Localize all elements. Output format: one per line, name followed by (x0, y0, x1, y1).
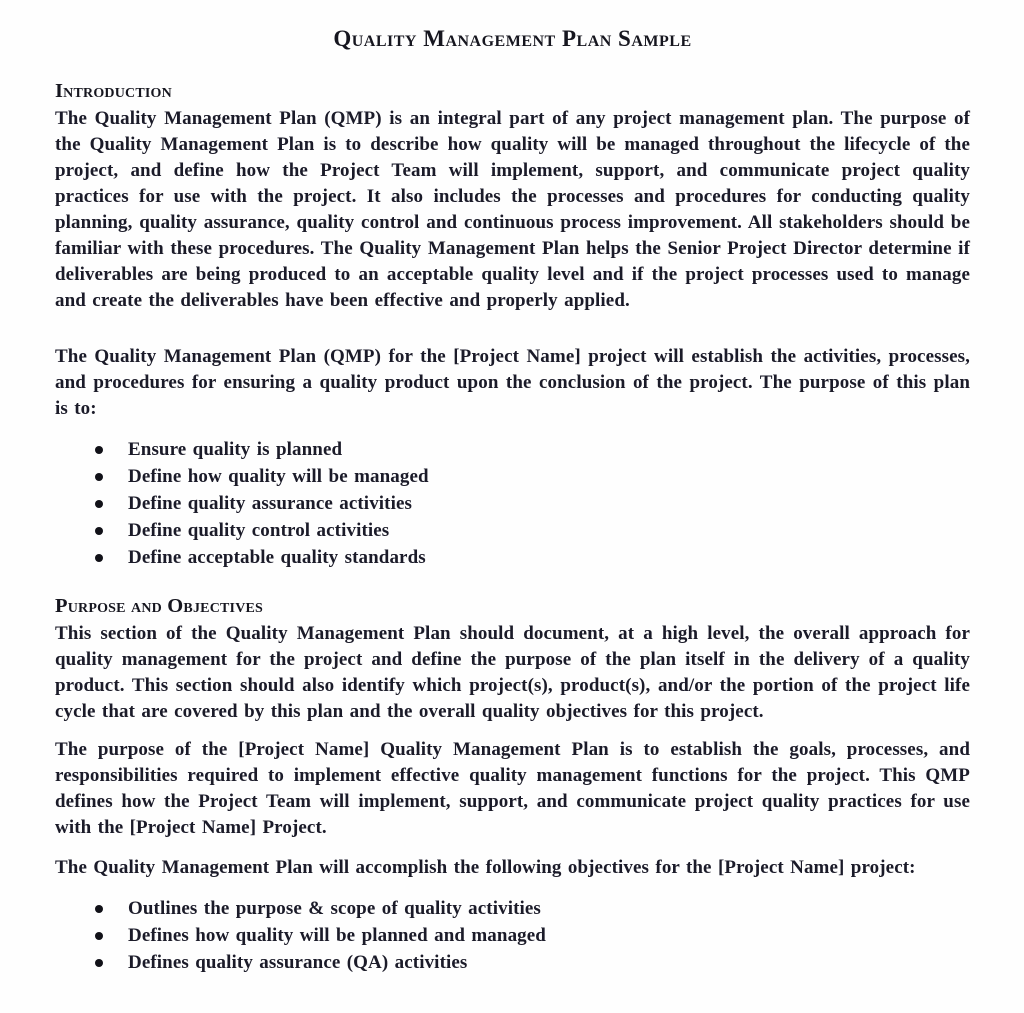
purpose-paragraph-1: This section of the Quality Management Plan should document, at a high level, the overall approach for quality management for the project and define the purpose of the plan itself in the delivery of a quality product. This section should also identify which project(s), product(s), and/or the portion of the project life cycle that are covered by this plan and the overall quality objectives for this project. (55, 623, 970, 722)
list-item: Ensure quality is planned (95, 436, 970, 463)
section-introduction (55, 80, 970, 571)
objectives-bullet-list (55, 895, 970, 976)
plan-purpose-bullet-list (55, 436, 970, 571)
list-item: Defines quality assurance (QA) activities (95, 949, 970, 976)
introduction-paragraph-1: The Quality Management Plan (QMP) is an integral part of any project management plan. The purpose of the Quality Management Plan is to describe how quality will be managed throughout the lifecycle of the project, and define how the Project Team will implement, support, and communicate project quality practices for use with the project. It also includes the processes and procedures for conducting quality planning, quality assurance, quality control and continuous process improvement. All stakeholders should be familiar with these procedures. The Quality Management Plan helps the Senior Project Director determine if deliverables are being produced to an acceptable quality level and if the project processes used to manage and create the deliverables have been effective and properly applied. (55, 108, 970, 311)
introduction-paragraph-2: The Quality Management Plan (QMP) for the [Project Name] project will establish the activities, processes, and procedures for ensuring a quality product upon the conclusion of the project. The purpose of this plan is to: (55, 346, 970, 419)
purpose-paragraph-2: The purpose of the [Project Name] Quality Management Plan is to establish the goals, processes, and responsibilities required to implement effective quality management functions for the project. This QMP defines how the Project Team will implement, support, and communicate project quality practices for use with the [Project Name] Project. (55, 739, 970, 838)
list-item: Defines how quality will be planned and managed (95, 922, 970, 949)
list-item: Define quality assurance activities (95, 490, 970, 517)
purpose-paragraph-3: The Quality Management Plan will accomplish the following objectives for the [Project Name] project: (55, 857, 916, 878)
list-item: Define quality control activities (95, 517, 970, 544)
document-title: Quality Management Plan Sample (333, 26, 692, 51)
list-item: Define how quality will be managed (95, 463, 970, 490)
section-heading-purpose-and-objectives: Purpose and Objectives (55, 595, 264, 617)
list-item: Define acceptable quality standards (95, 544, 970, 571)
section-heading-introduction: Introduction (55, 80, 172, 102)
section-purpose-and-objectives (55, 595, 970, 976)
list-item: Outlines the purpose & scope of quality activities (95, 895, 970, 922)
